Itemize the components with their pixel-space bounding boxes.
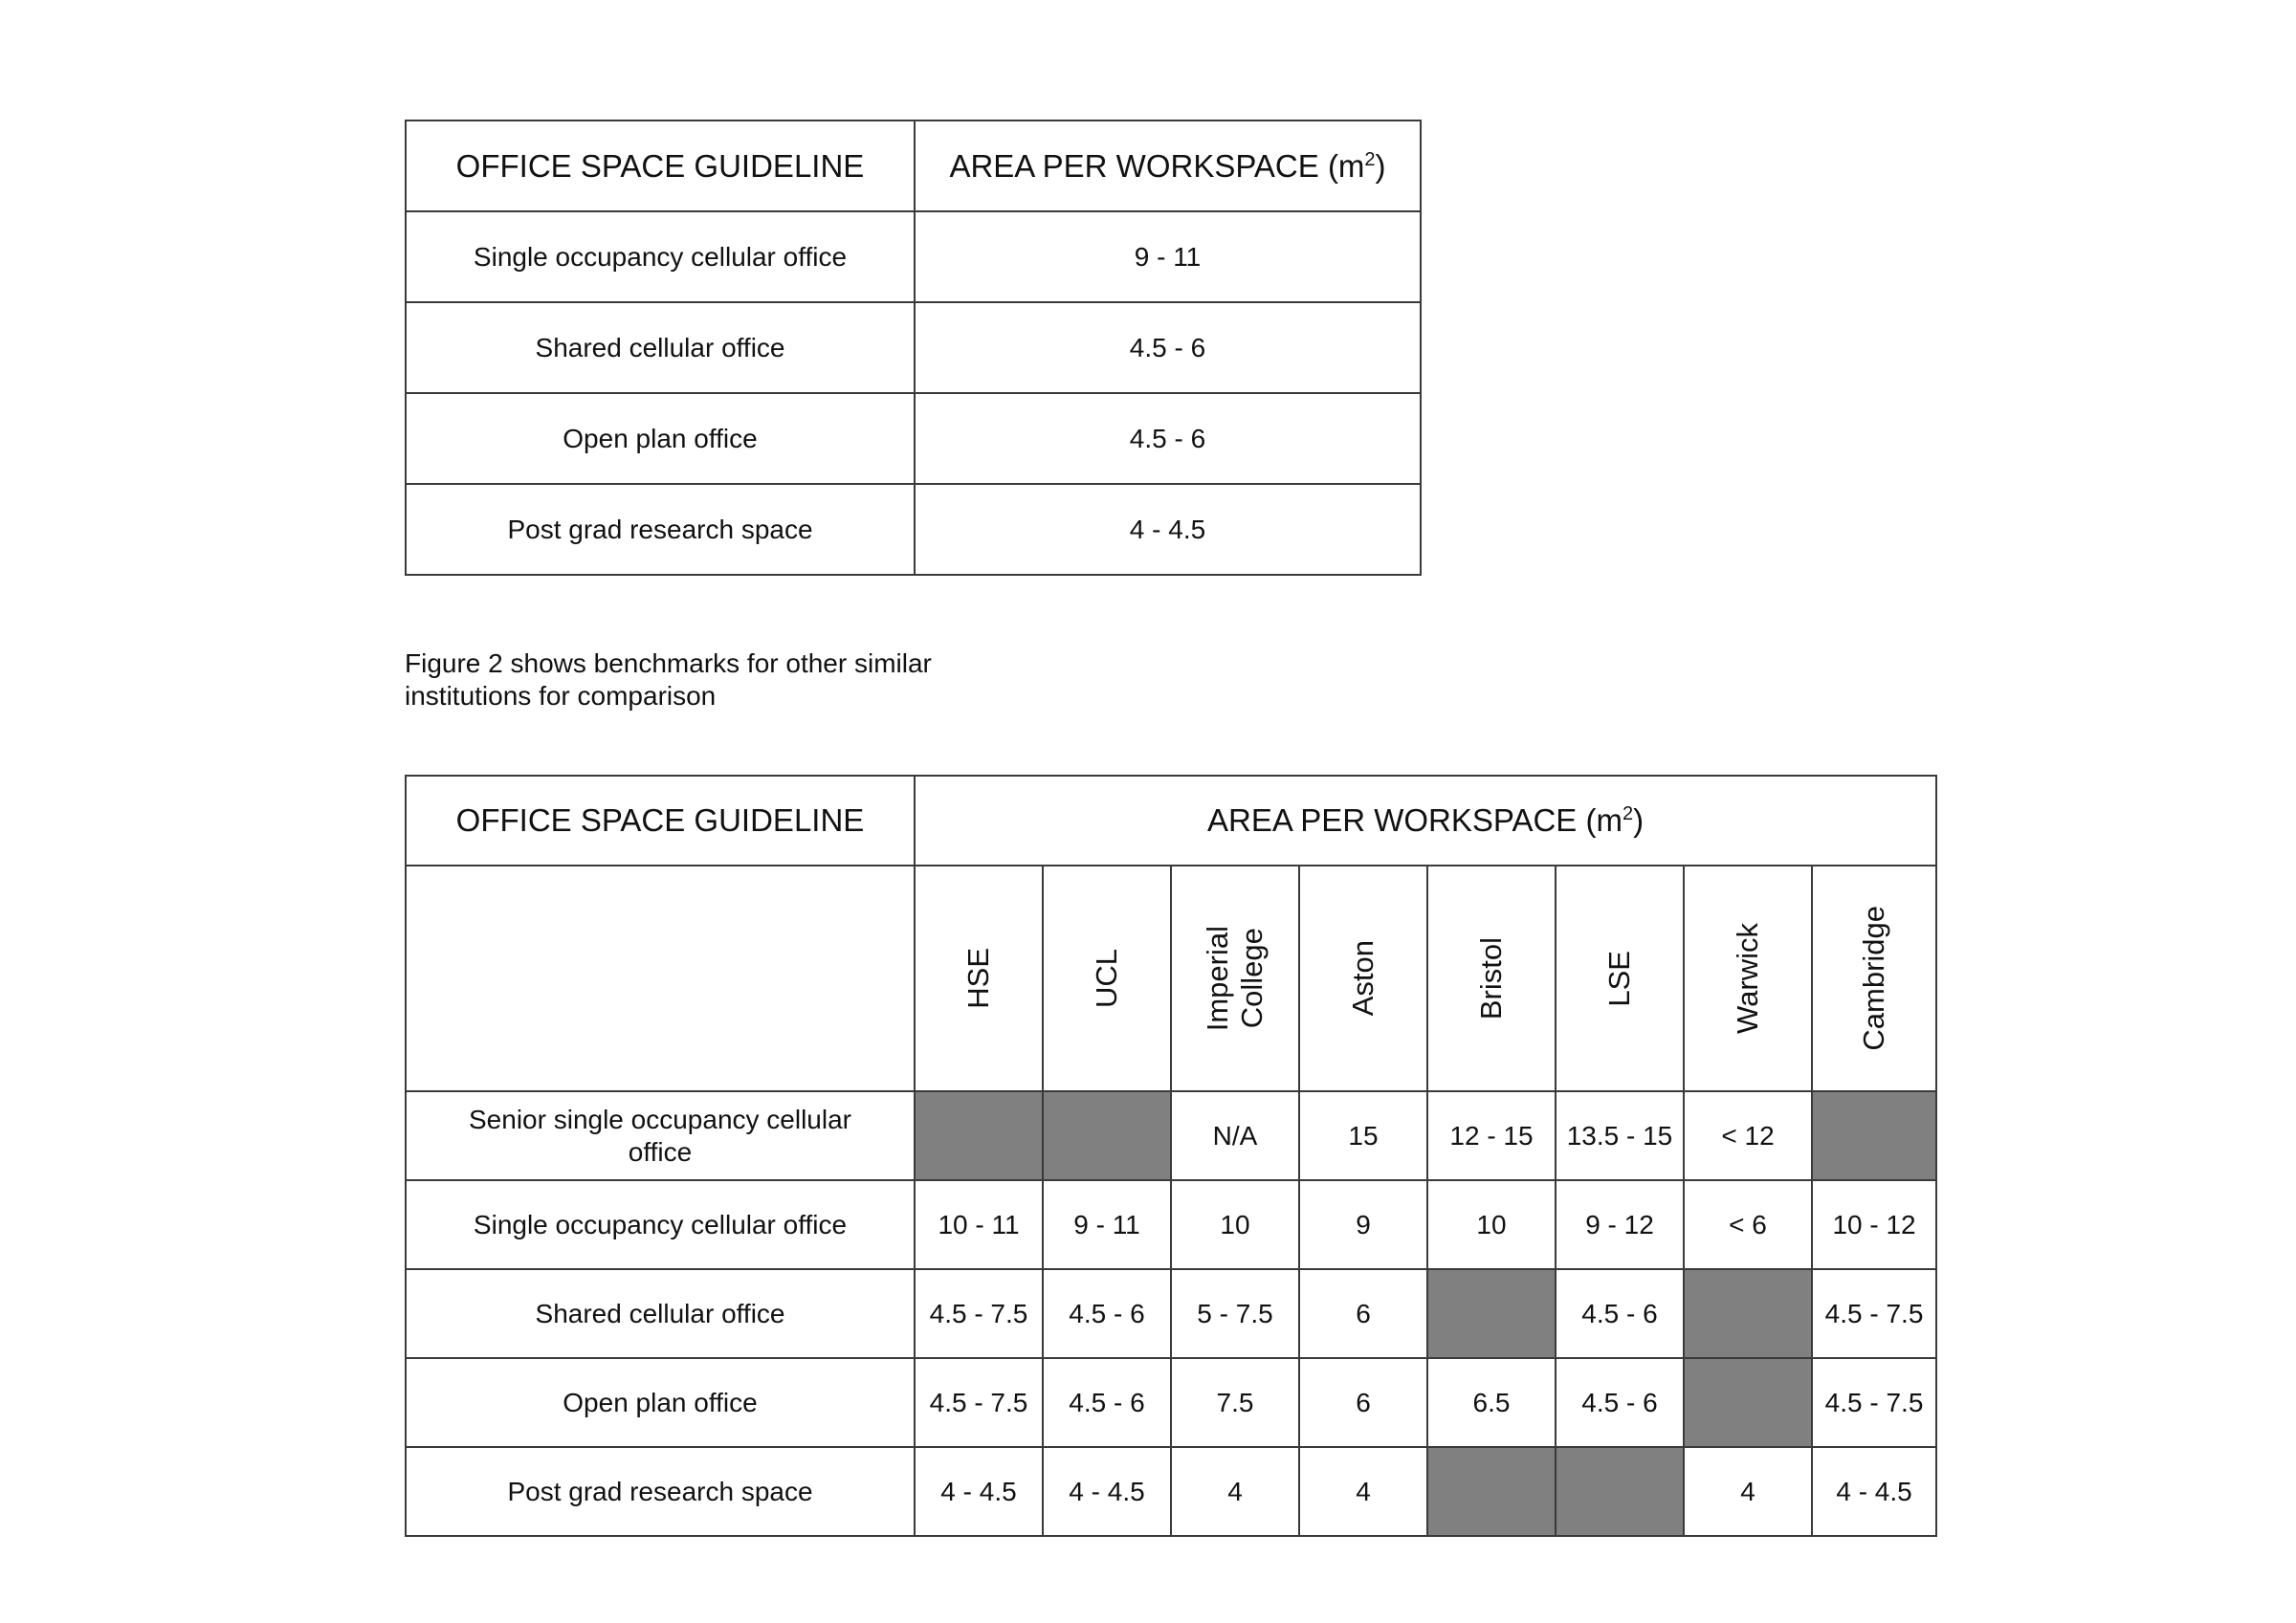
table-cell: 10 [1171, 1180, 1299, 1269]
institution-name: Bristol [1474, 936, 1508, 1020]
table-cell: 4 [1299, 1447, 1427, 1536]
institution-name: Aston [1346, 940, 1380, 1017]
table-row [406, 393, 1421, 484]
institution-name: Cambridge [1857, 906, 1891, 1051]
table-row [406, 1358, 1936, 1447]
table-header-row [406, 776, 1936, 866]
institution-header [915, 866, 1043, 1091]
table-cell: < 6 [1684, 1180, 1812, 1269]
benchmark-comparison-table [405, 775, 1937, 1537]
shaded-empty-cell [1427, 1269, 1556, 1358]
table-cell: 4 [1171, 1447, 1299, 1536]
table-cell: 9 [1299, 1180, 1427, 1269]
shaded-empty-cell [1556, 1447, 1684, 1536]
shaded-empty-cell [1684, 1269, 1812, 1358]
row-value: 9 - 11 [915, 211, 1421, 302]
institution-header [1171, 866, 1299, 1091]
table-cell: 6 [1299, 1358, 1427, 1447]
institution-name: UCL [1090, 948, 1123, 1008]
row-label: Open plan office [406, 1358, 915, 1447]
office-space-guideline-table [405, 120, 1422, 576]
table-cell: N/A [1171, 1091, 1299, 1180]
row-value: 4 - 4.5 [915, 484, 1421, 575]
table-cell: 4.5 - 7.5 [915, 1269, 1043, 1358]
row-label: Post grad research space [406, 484, 915, 575]
row-value: 4.5 - 6 [915, 302, 1421, 393]
table-cell: 10 [1427, 1180, 1556, 1269]
caption-line: institutions for comparison [405, 681, 717, 711]
row-label: Shared cellular office [406, 1269, 915, 1358]
table-row [406, 1091, 1936, 1180]
table-cell: < 12 [1684, 1091, 1812, 1180]
table-row [406, 1180, 1936, 1269]
row-label: Single occupancy cellular office [406, 1180, 915, 1269]
table-cell: 4 - 4.5 [1043, 1447, 1171, 1536]
table-cell: 4.5 - 7.5 [1812, 1269, 1936, 1358]
institution-header [1684, 866, 1812, 1091]
institution-name: HSE [961, 948, 995, 1009]
institution-header [1812, 866, 1936, 1091]
column-header: OFFICE SPACE GUIDELINE [406, 776, 915, 866]
table-cell: 4 [1684, 1447, 1812, 1536]
shaded-empty-cell [1812, 1091, 1936, 1180]
institution-name: Warwick [1731, 923, 1764, 1034]
table-row [406, 302, 1421, 393]
figure-caption [405, 647, 1074, 713]
row-label: Single occupancy cellular office [406, 211, 915, 302]
row-label: Senior single occupancy cellular office [406, 1091, 915, 1180]
table-cell: 4.5 - 6 [1556, 1358, 1684, 1447]
table-cell: 4.5 - 7.5 [1812, 1358, 1936, 1447]
table-cell: 4.5 - 7.5 [915, 1358, 1043, 1447]
table-cell: 10 - 11 [915, 1180, 1043, 1269]
table-row [406, 211, 1421, 302]
table-cell: 6.5 [1427, 1358, 1556, 1447]
row-value: 4.5 - 6 [915, 393, 1421, 484]
table-cell: 10 - 12 [1812, 1180, 1936, 1269]
shaded-empty-cell [915, 1091, 1043, 1180]
institution-header [1556, 866, 1684, 1091]
table-cell: 12 - 15 [1427, 1091, 1556, 1180]
row-label: Shared cellular office [406, 302, 915, 393]
institution-name: LSE [1602, 950, 1636, 1007]
caption-line: Figure 2 shows benchmarks for other similar [405, 648, 932, 678]
table-row [406, 1269, 1936, 1358]
institution-header-row [406, 866, 1936, 1091]
table-cell: 13.5 - 15 [1556, 1091, 1684, 1180]
table-cell: 5 - 7.5 [1171, 1269, 1299, 1358]
table-header-row [406, 121, 1421, 211]
institution-header [1043, 866, 1171, 1091]
shaded-empty-cell [1684, 1358, 1812, 1447]
row-label: Post grad research space [406, 1447, 915, 1536]
table-row [406, 484, 1421, 575]
institution-name: Imperial College [1201, 925, 1269, 1032]
shaded-empty-cell [1427, 1447, 1556, 1536]
table-row [406, 1447, 1936, 1536]
table-cell: 4.5 - 6 [1556, 1269, 1684, 1358]
column-header: AREA PER WORKSPACE $(m^2)$ [915, 121, 1421, 211]
column-header: AREA PER WORKSPACE $(m^2)$ [915, 776, 1936, 866]
table-cell: 15 [1299, 1091, 1427, 1180]
table-cell: 6 [1299, 1269, 1427, 1358]
row-label: Open plan office [406, 393, 915, 484]
table-cell: 4.5 - 6 [1043, 1358, 1171, 1447]
table-cell: 4 - 4.5 [1812, 1447, 1936, 1536]
institution-header [1299, 866, 1427, 1091]
column-header: OFFICE SPACE GUIDELINE [406, 121, 915, 211]
shaded-empty-cell [1043, 1091, 1171, 1180]
table-cell: 9 - 11 [1043, 1180, 1171, 1269]
table-cell: 9 - 12 [1556, 1180, 1684, 1269]
table-cell: 7.5 [1171, 1358, 1299, 1447]
table-cell: 4.5 - 6 [1043, 1269, 1171, 1358]
institution-header [1427, 866, 1556, 1091]
table-cell: 4 - 4.5 [915, 1447, 1043, 1536]
empty-corner-cell [406, 866, 915, 1091]
